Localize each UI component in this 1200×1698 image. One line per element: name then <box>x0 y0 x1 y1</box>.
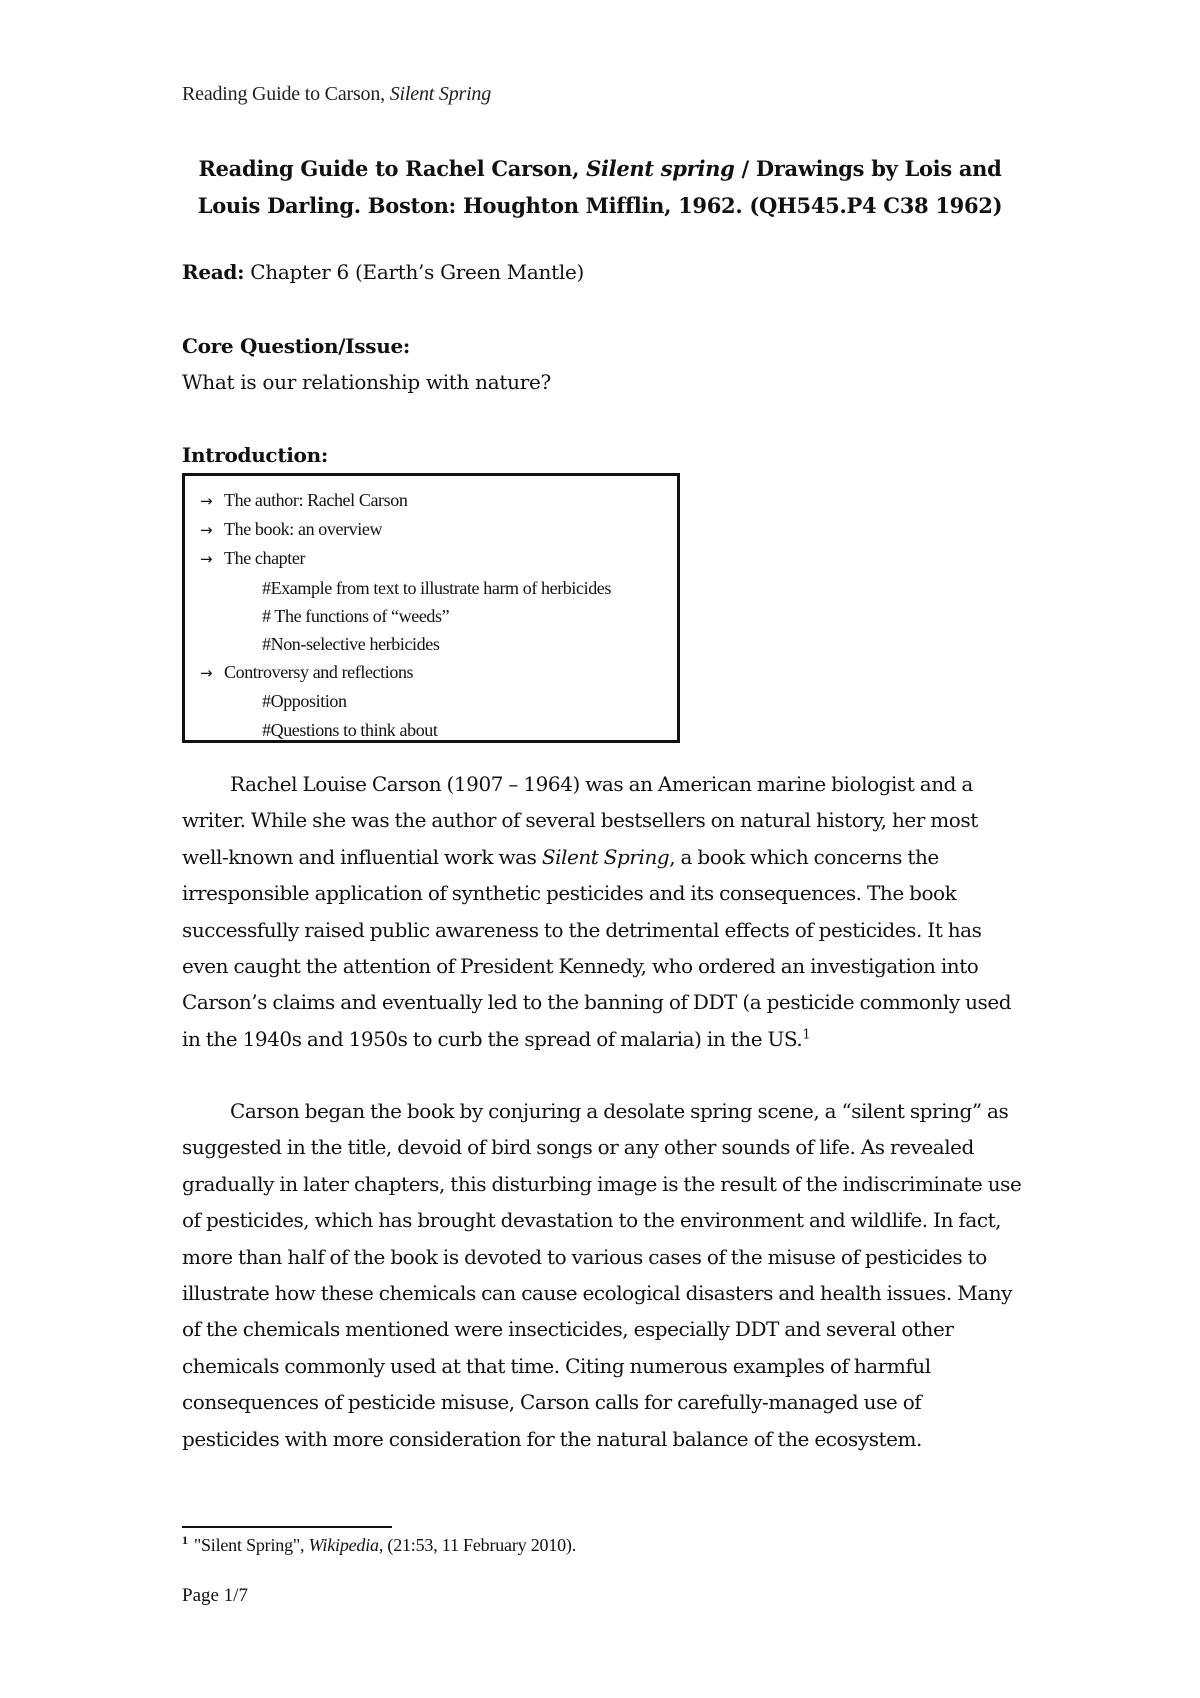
hash-bullet: # <box>262 691 271 712</box>
outline-item-text: The book: an overview <box>224 519 383 540</box>
outline-subitem-text: Example from text to illustrate harm of herbicides <box>270 577 611 598</box>
right-arrow-icon: → <box>200 492 213 510</box>
outline-item-text: The chapter <box>224 548 306 569</box>
paragraph-1-text-a: Rachel Louise Carson (1907 – 1964) was an American marine biologist and a writer. While she was the author of several bestsellers on natural history, her most well-known and influential work was <box>182 772 978 869</box>
footnote-number: 1 <box>182 1533 188 1547</box>
body-paragraph-1 <box>182 766 1022 1057</box>
hash-bullet: # <box>262 634 271 655</box>
footnote-reference[interactable]: 1 <box>802 1027 811 1043</box>
outline-subitem <box>200 687 677 715</box>
footnote-text-b: , (21:53, 11 February 2010). <box>378 1535 577 1555</box>
core-question-label: Core Question/Issue: <box>182 334 410 358</box>
title-part-1: Reading Guide to Rachel Carson, <box>198 156 587 181</box>
read-label: Read: <box>182 260 245 284</box>
right-arrow-icon: → <box>200 521 213 540</box>
running-header-text: Reading Guide to Carson, <box>182 83 390 105</box>
outline-subitem <box>200 574 677 602</box>
right-arrow-icon: → <box>200 664 213 683</box>
introduction-outline-box <box>182 473 680 743</box>
outline-subitem <box>200 716 677 744</box>
read-value: Chapter 6 (Earth’s Green Mantle) <box>244 260 585 284</box>
paragraph-1-text-b: , a book which concerns the irresponsible application of synthetic pesticides and its consequences. The book successfully raised public awareness to the detrimental effects of pesticides. It has even caught the attention of President Kennedy, who ordered an investigation into Carson’s claims and eventually led to the banning of DDT (a pesticide commonly used in the 1940s and 1950s to curb the spread of malaria) in the US. <box>182 844 1012 1051</box>
outline-item <box>200 658 677 687</box>
footnote <box>182 1535 576 1556</box>
page-number: Page 1/7 <box>182 1585 248 1606</box>
outline-item <box>200 515 677 544</box>
outline-item-text: Controversy and reflections <box>224 662 414 683</box>
outline-subitem <box>200 602 677 630</box>
document-title <box>182 150 1018 224</box>
running-header-italic: Silent Spring <box>389 83 492 105</box>
title-book-name: Silent spring <box>586 156 735 181</box>
outline-subitem-text: Questions to think about <box>270 719 438 740</box>
body-paragraph-2 <box>182 1093 1022 1457</box>
outline-subitem-text: Opposition <box>270 691 347 712</box>
hash-bullet: # <box>262 577 271 598</box>
outline-subitem-text: Non-selective herbicides <box>270 634 440 655</box>
read-line <box>182 260 584 284</box>
outline-item-text: The author: Rachel Carson <box>224 490 408 510</box>
hash-bullet: # <box>262 719 271 740</box>
outline-subitem <box>200 630 677 658</box>
outline-item <box>200 544 677 573</box>
hash-bullet: # <box>262 605 271 626</box>
title-part-2: / Drawings by Lois and Louis Darling. Boston: Houghton Mifflin, 1962. (QH545.P4 C38 1962) <box>197 156 1003 218</box>
introduction-label: Introduction: <box>182 443 328 467</box>
core-question-text: What is our relationship with nature? <box>182 370 551 394</box>
running-header <box>182 83 491 106</box>
outline-item <box>200 486 677 515</box>
right-arrow-icon: → <box>200 550 213 569</box>
paragraph-1-book-title: Silent Spring <box>541 844 670 869</box>
footnote-text-a: "Silent Spring", <box>193 1535 309 1555</box>
outline-subitem-text: The functions of “weeds” <box>270 605 450 626</box>
footnote-separator <box>182 1526 392 1528</box>
footnote-source: Wikipedia <box>308 1535 379 1555</box>
paragraph-2-text: Carson began the book by conjuring a desolate spring scene, a “silent spring” as suggested in the title, devoid of bird songs or any other sounds of life. As revealed gradually in later chapters, this disturbing image is the result of the indiscriminate use of pesticides, which has brought devastation to the environment and wildlife. In fact, more than half of the book is devoted to various cases of the misuse of pesticides to illustrate how these chemicals can cause ecological disasters and health issues. Many of the chemicals mentioned were insecticides, especially DDT and several other chemicals commonly used at that time. Citing numerous examples of harmful consequences of pesticide misuse, Carson calls for carefully-managed use of pesticides with more consideration for the natural balance of the ecosystem. <box>182 1099 1022 1451</box>
